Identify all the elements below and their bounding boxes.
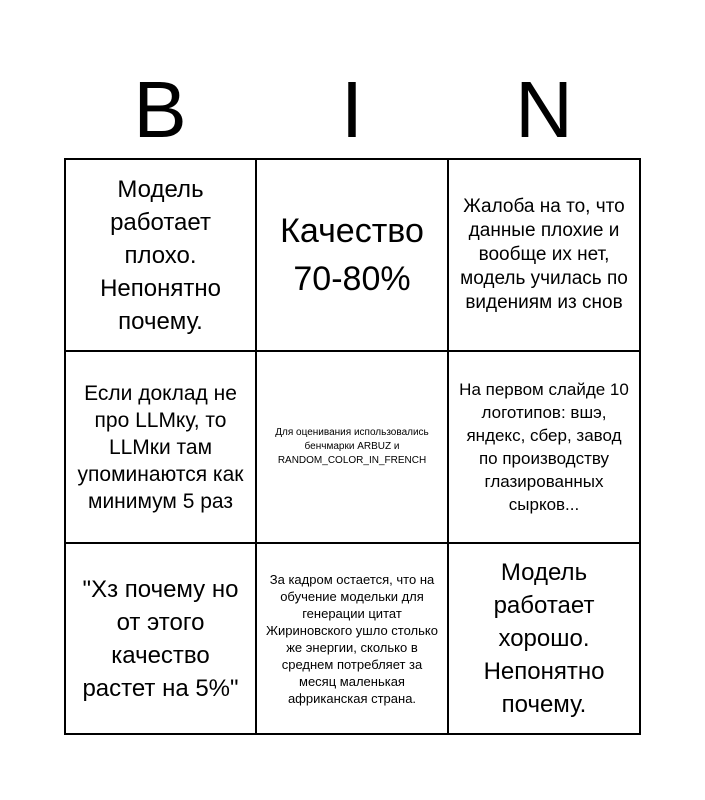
bingo-cell-8[interactable] <box>257 544 449 735</box>
bingo-grid <box>64 158 641 735</box>
bingo-cell-text: На первом слайде 10 логотипов: вшэ, яндекс, сбер, завод по производству глазированных сырков... <box>459 380 629 514</box>
bingo-cell-7[interactable] <box>66 544 257 735</box>
bingo-cell-text: Если доклад не про LLMку, то LLMки там упоминаются как минимум 5 раз <box>77 381 244 513</box>
bingo-cell-2[interactable] <box>257 160 449 352</box>
bingo-cell-4[interactable] <box>66 352 257 544</box>
bingo-cell-9[interactable] <box>449 544 641 735</box>
header-letter-n: N <box>515 65 573 154</box>
bingo-cell-text: "Хз почему но от этого качество растет на 5%" <box>82 575 239 702</box>
bingo-cell-text: За кадром остается, что на обучение модельки для генерации цитат Жириновского ушло столько же энергии, сколько в среднем потребляет за месяц маленькая африканская страна. <box>266 571 438 706</box>
bingo-cell-text: Качество 70-80% <box>280 212 424 298</box>
bingo-cell-text: Для оценивания использовались бенчмарки ARBUZ и RANDOM_COLOR_IN_FRENCH <box>275 427 429 466</box>
bingo-cell-1[interactable] <box>66 160 257 352</box>
bingo-cell-text: Жалоба на то, что данные плохие и вообще их нет, модель училась по видениям из снов <box>460 196 628 313</box>
header-letter-i: I <box>340 65 364 154</box>
bingo-header <box>64 62 641 158</box>
bingo-cell-text: Модель работает плохо. Непонятно почему. <box>100 175 221 335</box>
bingo-cell-text: Модель работает хорошо. Непонятно почему. <box>483 559 605 718</box>
bingo-cell-3[interactable] <box>449 160 641 352</box>
bingo-cell-6[interactable] <box>449 352 641 544</box>
header-letter-b: B <box>133 65 187 154</box>
bingo-cell-5[interactable] <box>257 352 449 544</box>
